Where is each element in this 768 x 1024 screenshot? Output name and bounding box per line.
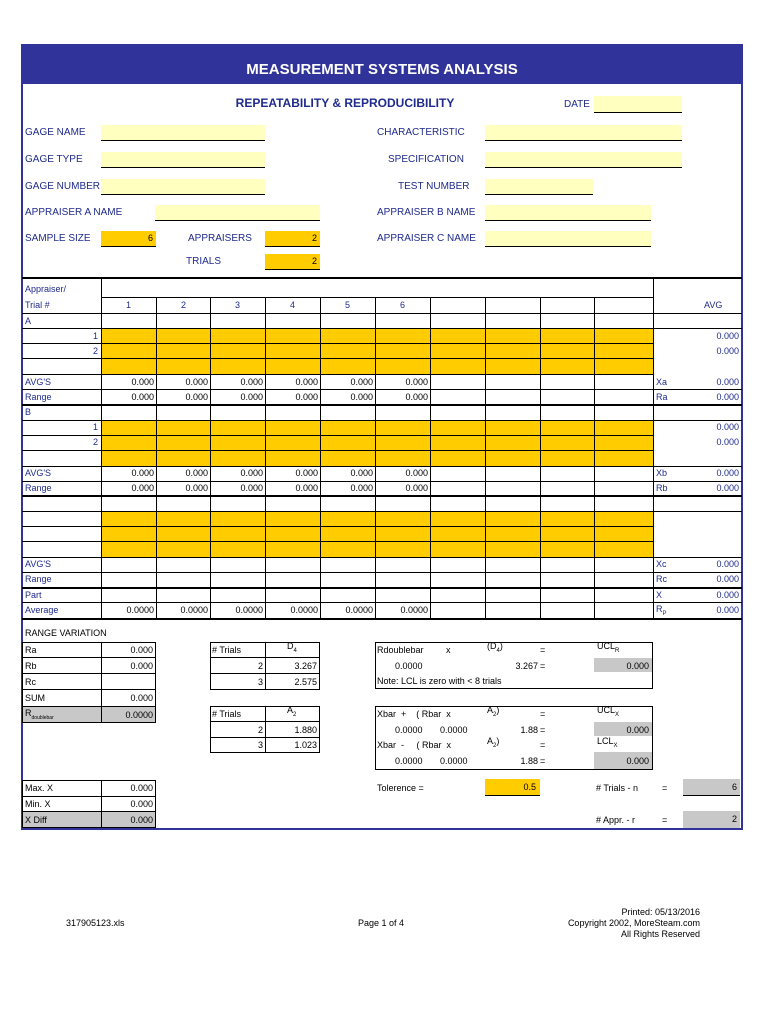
part-avg-2: 0.0000 [180,605,208,615]
ucl-r-rdoublebar-label: Rdoublebar [377,645,424,655]
ra-value: 0.000 [716,392,739,402]
part-avg-5: 0.0000 [345,605,373,615]
characteristic-label: CHARACTERISTIC [377,127,465,138]
d4-trials-2: 2 [257,661,263,671]
part-column-2: 2 [180,300,186,310]
part-column-3: 3 [234,300,240,310]
ucl-r-label: $UCL_R$ [597,641,620,654]
lcl-x-a2: $A_2$) [487,736,500,749]
a2-trials-2: 2 [257,725,263,735]
gage-type-field[interactable] [101,152,265,168]
rv-rdoublebar-label: $R_{doublebar}$ [25,708,54,721]
part-avg-3: 0.0000 [235,605,263,615]
xc-label: Xc [656,559,667,569]
part-avg-6: 0.0000 [400,605,428,615]
appraiser-b-field[interactable] [485,205,651,221]
a2-header: $A_2$ [287,705,297,718]
ucl-r-note: Note: LCL is zero with < 8 trials [377,676,502,686]
trials-label: TRIALS [186,256,222,267]
a-avgs-label: AVG'S [25,377,52,387]
rc-label: Rc [656,574,667,584]
average-label: Average [25,605,59,615]
appr-r-label: # Appr. - r [596,815,636,825]
appraiser-a-label: APPRAISER A NAME [25,207,123,218]
a-range-1: 0.000 [131,392,154,402]
sample-size-label: SAMPLE SIZE [25,233,91,244]
rb-label: Rb [656,483,668,493]
footer-filename: 317905123.xls [66,918,125,928]
a-range-2: 0.000 [185,392,208,402]
rc-value: 0.000 [716,574,739,584]
gage-type-label: GAGE TYPE [25,154,83,165]
rp-value: 0.000 [716,605,739,615]
lcl-x-v4: 0.0000 [395,756,423,766]
appraiser-c-data-entry[interactable] [101,511,653,557]
trials-n-label: # Trials - n [596,783,639,793]
gage-number-label: GAGE NUMBER [25,181,101,192]
b-trial-1-avg: 0.000 [716,422,739,432]
appraiser-a-field[interactable] [155,205,320,221]
lcl-x-result: 0.000 [626,756,649,766]
a-range-4: 0.000 [295,392,318,402]
characteristic-field[interactable] [485,125,682,141]
ucl-r-equals: = [540,645,546,655]
lcl-x-label: $LCL_X$ [597,736,618,749]
max-x-value: 0.000 [130,783,153,793]
sample-size-field[interactable]: 6 [101,231,156,247]
x-diff-value: 0.000 [130,815,153,825]
a2-trials-3: 3 [257,740,263,750]
ucl-x-v2: 0.0000 [440,725,468,735]
b-avg-5: 0.000 [350,468,373,478]
part-column-4: 4 [289,300,295,310]
trial-header: Trial # [25,300,50,310]
ucl-r-d4-value: 3.267 [515,661,538,671]
appraiser-header: Appraiser/ [25,284,67,294]
a-trial-2-avg: 0.000 [716,346,739,356]
b-trial-2-avg: 0.000 [716,437,739,447]
b-avg-6: 0.000 [405,468,428,478]
page-subtitle: REPEATABILITY & REPRODUCIBILITY [235,96,455,110]
ucl-x-v1: 0.0000 [395,725,423,735]
xb-value: 0.000 [716,468,739,478]
footer-printed-date: Printed: 05/13/2016 [621,907,700,917]
d4-value-2: 3.267 [294,661,317,671]
xa-label: Xa [656,377,668,387]
a-trial-1: 1 [92,331,98,341]
ucl-x-a2: $A_2$) [487,705,500,718]
part-label: Part [25,590,42,600]
page-title: MEASUREMENT SYSTEMS ANALYSIS [22,44,742,84]
b-range-2: 0.000 [185,483,208,493]
a-trial-2: 2 [92,346,98,356]
rv-rc-label: Rc [25,677,36,687]
part-column-1: 1 [125,300,131,310]
tolerence-label: Tolerence = [377,783,424,793]
appraiser-b-data-entry[interactable] [101,420,653,466]
b-range-6: 0.000 [405,483,428,493]
b-range-4: 0.000 [295,483,318,493]
rv-rb-label: Rb [25,661,37,671]
gage-number-field[interactable] [101,179,265,195]
rv-sum-value: 0.000 [130,693,153,703]
part-column-6: 6 [399,300,405,310]
lcl-x-formula: Xbar - ( Rbar x [377,740,452,750]
rp-label: $R_P$ [656,604,667,617]
lcl-x-equals: = [540,740,546,750]
a-range-5: 0.000 [350,392,373,402]
footer-page-number: Page 1 of 4 [358,918,405,928]
lcl-x-v5: 0.0000 [440,756,468,766]
d4-header: $D_4$ [287,641,297,654]
a-avg-6: 0.000 [405,377,428,387]
part-column-5: 5 [344,300,350,310]
ucl-x-equals-2: = [540,725,546,735]
ucl-r-result: 0.000 [626,661,649,671]
x-label: X [656,590,663,600]
gage-name-label: GAGE NAME [25,127,86,138]
a-avg-5: 0.000 [350,377,373,387]
trials-n-value: 6 [683,779,740,796]
ucl-x-equals: = [540,709,546,719]
rv-ra-value: 0.000 [130,645,153,655]
ucl-r-d4: $(D_4)$ [487,641,503,654]
xb-label: Xb [656,468,668,478]
appraiser-a-label: A [25,316,32,326]
b-range-5: 0.000 [350,483,373,493]
b-avg-2: 0.000 [185,468,208,478]
xa-value: 0.000 [716,377,739,387]
a-avg-1: 0.000 [131,377,154,387]
b-avg-4: 0.000 [295,468,318,478]
appraiser-b-label: APPRAISER B NAME [377,207,476,218]
footer-copyright: Copyright 2002, MoreSteam.com [567,918,700,928]
d4-trials-3: 3 [257,677,263,687]
b-trial-1: 1 [92,422,98,432]
appr-r-value: 2 [683,811,740,828]
gage-name-field[interactable] [101,125,265,141]
test-number-label: TEST NUMBER [398,181,470,192]
b-trial-2: 2 [92,437,98,447]
appraiser-c-field[interactable] [485,231,651,247]
a-range-3: 0.000 [240,392,263,402]
d4-value-3: 2.575 [294,677,317,687]
xc-value: 0.000 [716,559,739,569]
ucl-x-formula: Xbar + ( Rbar x [377,709,451,719]
tolerence-input[interactable]: 0.5 [485,779,540,796]
part-avg-4: 0.0000 [290,605,318,615]
max-x-label: Max. X [25,783,54,793]
range-variation-title: RANGE VARIATION [25,628,107,638]
b-avg-3: 0.000 [240,468,263,478]
ucl-x-result: 0.000 [626,725,649,735]
a-trial-1-avg: 0.000 [716,331,739,341]
appraiser-a-data-entry[interactable] [101,328,653,374]
part-avg-1: 0.0000 [126,605,154,615]
a-range-6: 0.000 [405,392,428,402]
rv-rdoublebar-value: 0.0000 [125,710,153,720]
x-diff-label: X Diff [25,815,47,825]
trials-n-equals: = [662,783,668,793]
ucl-r-rbar-value: 0.0000 [395,661,423,671]
b-range-1: 0.000 [131,483,154,493]
min-x-value: 0.000 [130,799,153,809]
min-x-label: Min. X [25,799,51,809]
ucl-r-times: x [446,645,451,655]
specification-label: SPECIFICATION [388,154,464,165]
c-avgs-label: AVG'S [25,559,52,569]
footer-rights: All Rights Reserved [620,929,700,939]
rv-rb-value: 0.000 [130,661,153,671]
specification-field[interactable] [485,152,682,168]
date-field[interactable] [594,96,682,113]
rv-ra-label: Ra [25,645,37,655]
lcl-x-equals-2: = [540,756,546,766]
ra-label: Ra [656,392,668,402]
x-value: 0.000 [716,590,739,600]
a2-value-3: 1.023 [294,740,317,750]
avg-header: AVG [704,300,723,310]
a-range-label: Range [25,392,52,402]
a-avg-2: 0.000 [185,377,208,387]
appraiser-c-label: APPRAISER C NAME [377,233,476,244]
date-label: DATE [564,99,590,110]
appraisers-label: APPRAISERS [188,233,252,244]
b-avgs-label: AVG'S [25,468,52,478]
b-avg-1: 0.000 [131,468,154,478]
d4-trials-header: # Trials [212,645,242,655]
ucl-r-equals-2: = [540,661,546,671]
ucl-x-v3: 1.88 [520,725,538,735]
lcl-x-v6: 1.88 [520,756,538,766]
rv-sum-label: SUM [25,693,45,703]
a2-trials-header: # Trials [212,709,242,719]
b-range-3: 0.000 [240,483,263,493]
trials-field[interactable]: 2 [265,254,320,270]
a-avg-4: 0.000 [295,377,318,387]
ucl-x-label: $UCL_X$ [597,705,620,718]
a-avg-3: 0.000 [240,377,263,387]
rb-value: 0.000 [716,483,739,493]
test-number-field[interactable] [485,179,593,195]
b-range-label: Range [25,483,52,493]
appr-r-equals: = [662,815,668,825]
a2-value-2: 1.880 [294,725,317,735]
appraisers-field[interactable]: 2 [265,231,320,247]
appraiser-b-label: B [25,407,32,417]
c-range-label: Range [25,574,52,584]
